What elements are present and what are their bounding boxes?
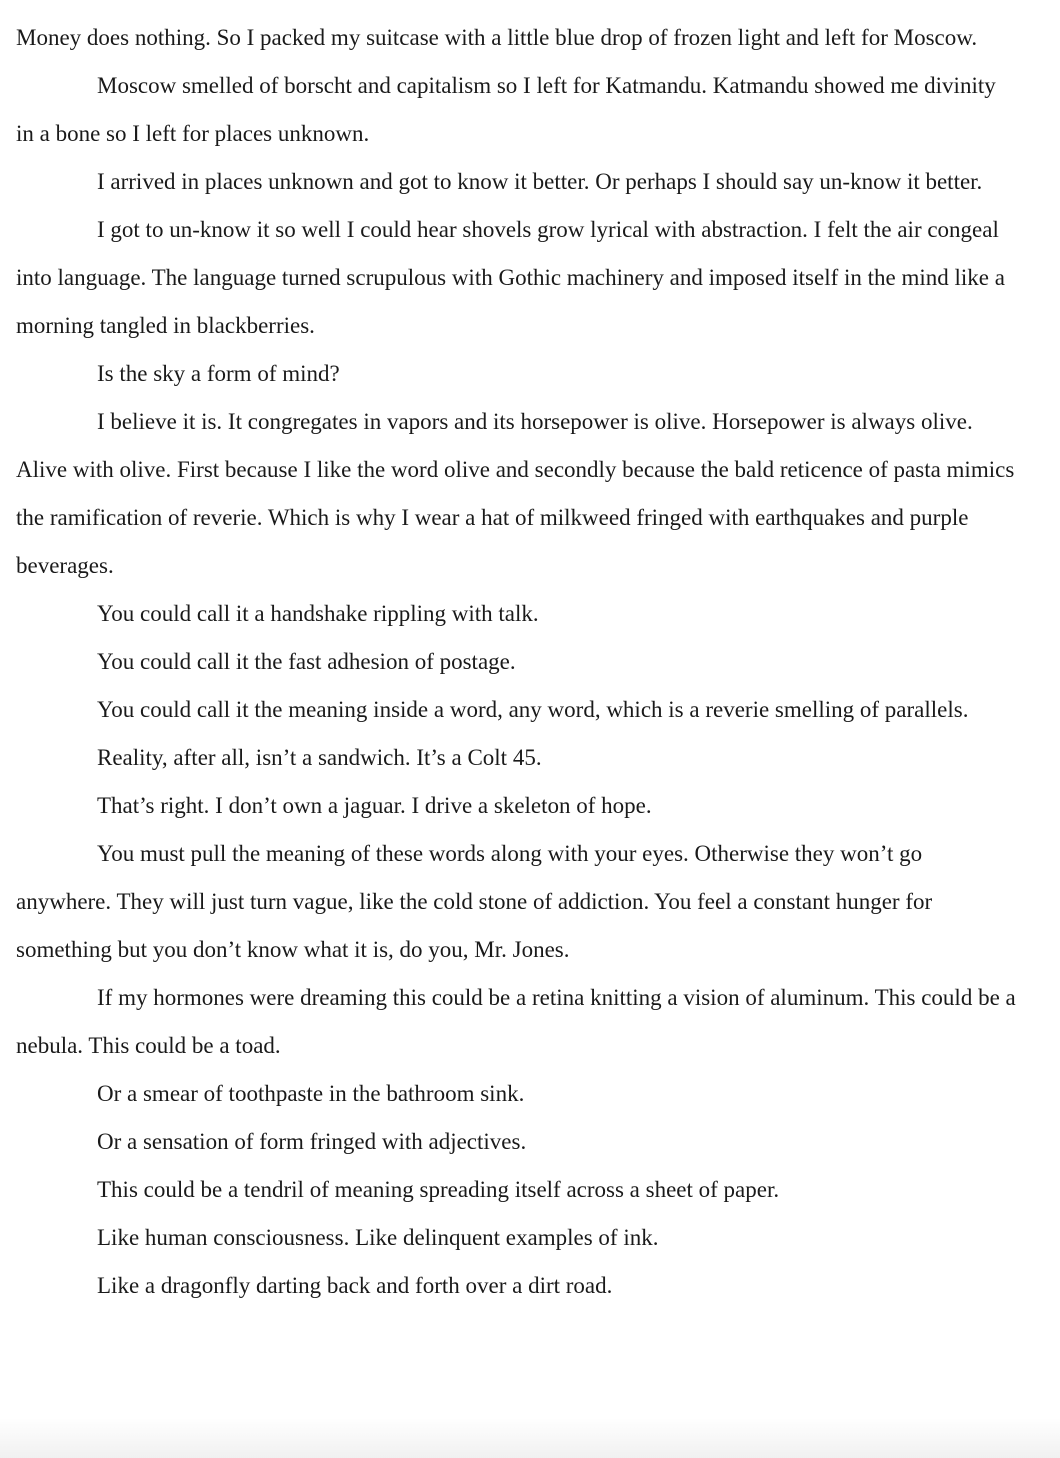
paragraph: You could call it a handshake rippling with talk.: [97, 601, 539, 626]
paragraph: Reality, after all, isn’t a sandwich. It’s a Colt 45.: [97, 745, 542, 770]
bottom-fade-overlay: [0, 1418, 1060, 1458]
paragraph: Like human consciousness. Like delinquent examples of ink.: [97, 1225, 659, 1250]
paragraph: You could call it the fast adhesion of postage.: [97, 649, 516, 674]
paragraph: Money does nothing. So I packed my suitcase with a little blue drop of frozen light and left for Moscow.: [16, 25, 978, 50]
paragraph: Like a dragonfly darting back and forth over a dirt road.: [97, 1273, 613, 1298]
paragraph: Moscow smelled of borscht and capitalism so I left for Katmandu. Katmandu showed me divinity in a bone so I left for places unknown.: [16, 73, 996, 146]
paragraph: Or a sensation of form fringed with adjectives.: [97, 1129, 527, 1154]
paragraph: I got to un-know it so well I could hear shovels grow lyrical with abstraction. I felt the air congeal into language. The language turned scrupulous with Gothic machinery and imposed itself in the mind like a morning tangled in blackberries.: [16, 217, 1005, 338]
paragraph: You must pull the meaning of these words along with your eyes. Otherwise they won’t go anywhere. They will just turn vague, like the cold stone of addiction. You feel a constant hunger for something but you don’t know what it is, do you, Mr. Jones.: [16, 841, 933, 962]
paragraph: That’s right. I don’t own a jaguar. I drive a skeleton of hope.: [97, 793, 652, 818]
paragraph: This could be a tendril of meaning spreading itself across a sheet of paper.: [97, 1177, 780, 1202]
paragraph: You could call it the meaning inside a word, any word, which is a reverie smelling of parallels.: [97, 697, 969, 722]
paragraph: I arrived in places unknown and got to know it better. Or perhaps I should say un-know it better.: [97, 169, 983, 194]
paragraph: Is the sky a form of mind?: [97, 361, 340, 386]
document-body: [16, 14, 1016, 1310]
paragraph: Or a smear of toothpaste in the bathroom sink.: [97, 1081, 525, 1106]
paragraph: I believe it is. It congregates in vapors and its horsepower is olive. Horsepower is always olive. Alive with olive. First because I like the word olive and secondly because the bald reticence of pasta mimics the ramification of reverie. Which is why I wear a hat of milkweed fringed with earthquakes and purple beverages.: [16, 409, 1015, 578]
paragraph: If my hormones were dreaming this could be a retina knitting a vision of aluminum. This could be a nebula. This could be a toad.: [16, 985, 1016, 1058]
